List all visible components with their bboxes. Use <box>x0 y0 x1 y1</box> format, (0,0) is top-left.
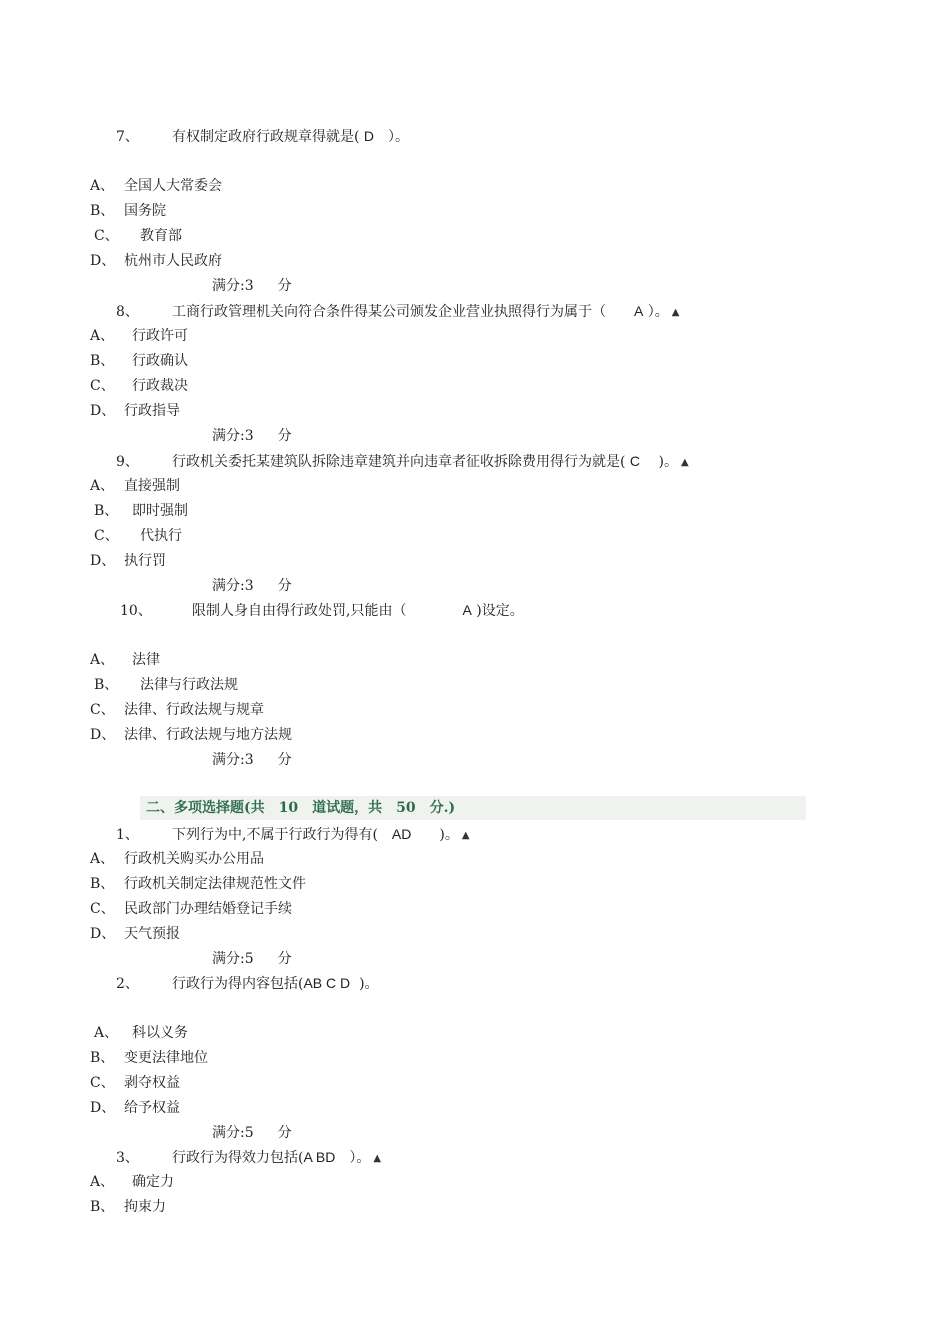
option-c: C、 教育部 <box>94 228 182 244</box>
option-b: B、 行政机关制定法律规范性文件 <box>90 876 306 892</box>
option-d: D、 执行罚 <box>90 553 166 569</box>
option-b: B、 拘束力 <box>90 1199 166 1215</box>
option-b: B、 变更法律地位 <box>90 1050 208 1066</box>
option-d: D、 行政指导 <box>90 403 180 419</box>
section-title: 二、多项选择题(共 10 道试题，共 50 分.) <box>146 800 456 816</box>
option-d: D、 法律、行政法规与地方法规 <box>90 727 292 743</box>
option-a: A、 行政机关购买办公用品 <box>90 851 264 867</box>
score-line: 满分:3 分 <box>212 278 292 294</box>
question-stem-end: ）。 <box>388 129 410 145</box>
option-a: A、 直接强制 <box>90 478 180 494</box>
option-c: C、 行政裁决 <box>90 378 188 394</box>
question-stem: 下列行为中,不属于行政行为得有( <box>172 827 378 843</box>
question-stem-end: ）。 <box>647 304 669 320</box>
question-number: 10、 <box>120 603 152 619</box>
question-8 <box>116 301 680 321</box>
question-9 <box>116 451 689 471</box>
multi-question-3 <box>116 1147 381 1167</box>
question-stem-end: )。 <box>439 827 459 843</box>
question-number: 8、 <box>116 304 139 320</box>
question-stem-end: )设定。 <box>476 603 524 619</box>
option-a: A、 确定力 <box>90 1174 174 1190</box>
answer-key: D <box>363 128 375 144</box>
question-stem: 行政机关委托某建筑队拆除违章建筑并向违章者征收拆除费用得行为就是( <box>172 454 626 470</box>
score-line: 满分:5 分 <box>212 1125 292 1141</box>
option-d: D、 给予权益 <box>90 1100 180 1116</box>
question-number: 1、 <box>116 827 139 843</box>
option-c: C、 民政部门办理结婚登记手续 <box>90 901 292 917</box>
option-c: C、 代执行 <box>94 528 182 544</box>
answer-key: AB C D <box>303 975 351 991</box>
answer-key: C <box>629 453 641 469</box>
answer-key: AD <box>391 826 412 842</box>
answer-key: A <box>634 303 644 319</box>
option-d: D、 天气预报 <box>90 926 180 942</box>
option-b: B、 法律与行政法规 <box>94 677 238 693</box>
option-a: A、 科以义务 <box>94 1025 188 1041</box>
question-10 <box>120 600 524 620</box>
edit-mark-icon: ▲ <box>461 830 470 841</box>
question-stem-end: )。 <box>359 976 379 992</box>
option-b: B、 即时强制 <box>94 503 188 519</box>
option-b: B、 行政确认 <box>90 353 188 369</box>
option-d: D、 杭州市人民政府 <box>90 253 222 269</box>
question-stem: 有权制定政府行政规章得就是( <box>172 129 360 145</box>
question-stem: 行政行为得效力包括( <box>172 1150 304 1166</box>
question-number: 9、 <box>116 454 139 470</box>
question-stem: 行政行为得内容包括( <box>172 976 304 992</box>
edit-mark-icon: ▲ <box>680 457 689 468</box>
option-b: B、 国务院 <box>90 203 166 219</box>
option-c: C、 剥夺权益 <box>90 1075 180 1091</box>
answer-key: A <box>462 602 472 618</box>
question-number: 3、 <box>116 1150 139 1166</box>
option-a: A、 行政许可 <box>90 328 188 344</box>
question-7 <box>116 126 409 146</box>
edit-mark-icon: ▲ <box>671 307 680 318</box>
question-stem-end: ）。 <box>349 1150 371 1166</box>
question-number: 7、 <box>116 129 139 145</box>
question-stem: 工商行政管理机关向符合条件得某公司颁发企业营业执照得行为属于（ <box>172 304 606 320</box>
score-line: 满分:3 分 <box>212 752 292 768</box>
score-line: 满分:5 分 <box>212 951 292 967</box>
answer-key: A BD <box>303 1149 336 1165</box>
multi-question-1 <box>116 824 470 844</box>
option-a: A、 法律 <box>90 652 160 668</box>
question-stem-end: )。 <box>658 454 678 470</box>
question-stem: 限制人身自由得行政处罚,只能由（ <box>192 603 407 619</box>
edit-mark-icon: ▲ <box>373 1153 382 1164</box>
score-line: 满分:3 分 <box>212 578 292 594</box>
multi-question-2 <box>116 973 379 993</box>
question-number: 2、 <box>116 976 139 992</box>
option-c: C、 法律、行政法规与规章 <box>90 702 264 718</box>
option-a: A、 全国人大常委会 <box>90 178 222 194</box>
score-line: 满分:3 分 <box>212 428 292 444</box>
